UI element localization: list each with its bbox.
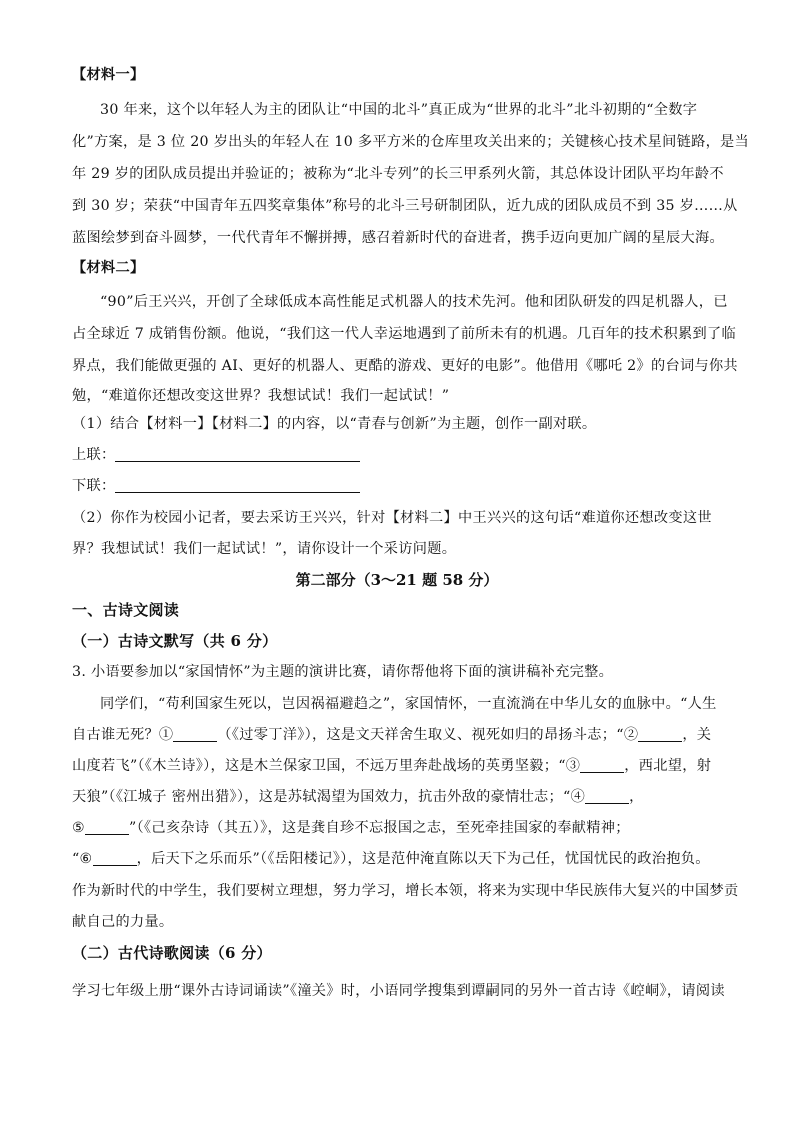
q3-line-4-b: ， [629, 789, 644, 805]
question-1: （1）结合【材料一】【材料二】的内容，以“青春与创新”为主题，创作一副对联。 [72, 416, 597, 432]
upper-couplet-blank[interactable] [115, 445, 360, 462]
q3-line-2-c: ，关 [682, 727, 712, 743]
question-2-line-2: 界？我想试试！我们一起试试！”，请你设计一个采访问题。 [72, 541, 457, 557]
q3-line-3-b: ，西北望，射 [624, 758, 712, 774]
material2-label: 【材料二】 [72, 260, 145, 276]
q3-line-2-a: 自古谁无死？① [72, 727, 174, 743]
upper-couplet-row [72, 444, 722, 464]
q3-line-4 [72, 786, 722, 806]
blank-6[interactable] [93, 849, 137, 866]
material2-line-2: 占全球近 7 成销售份额。他说，“我们这一代人幸运地遇到了前所未有的机遇。几百年的技术积累到了临 [72, 326, 736, 342]
part-2-title: 第二部分（3～21 题 58 分） [295, 571, 499, 589]
question-3-intro: 3. 小语要参加以“家国情怀”为主题的演讲比赛，请你帮他将下面的演讲稿补充完整。 [72, 664, 614, 680]
q3-line-2 [72, 724, 722, 744]
material2-line-3: 界点，我们能做更强的 AI、更好的机器人、更酷的游戏、更好的电影”。他借用《哪吒 2》的台词与你共 [72, 358, 738, 374]
section-ancient-poetry: 一、古诗文阅读 [72, 601, 180, 619]
q3-line-5-a: ⑤ [72, 820, 86, 836]
upper-couplet-label: 上联： [72, 447, 116, 463]
blank-4[interactable] [585, 787, 629, 804]
blank-3[interactable] [580, 756, 624, 773]
blank-5[interactable] [85, 818, 129, 835]
material1-line-3: 年 29 岁的团队成员提出并验证的；被称为“北斗专列”的长三甲系列火箭，其总体设计团队平均年龄不 [72, 166, 724, 182]
q3-line-5 [72, 817, 722, 837]
material1-line-1: 30 年来，这个以年轻人为主的团队让“中国的北斗”真正成为“世界的北斗”北斗初期的“全数字 [100, 102, 698, 118]
material2-line-1: “90”后王兴兴，开创了全球低成本高性能足式机器人的技术先河。他和团队研发的四足机器人，已 [100, 294, 728, 310]
q3-line-3-a: 山度若飞”（《木兰诗》），这是木兰保家卫国，不远万里奔赴战场的英勇坚毅；“③ [72, 758, 581, 774]
blank-2[interactable] [638, 725, 682, 742]
poetry-intro: 学习七年级上册“课外古诗词诵读”《潼关》时，小语同学搜集到谭嗣同的另外一首古诗《崆峒》，请阅读 [72, 983, 725, 999]
material1-label: 【材料一】 [72, 67, 145, 83]
q3-line-6-b: ，后天下之乐而乐”（《岳阳楼记》），这是范仲淹直陈以天下为己任，忧国忧民的政治抱负。 [136, 851, 710, 867]
lower-couplet-row [72, 475, 722, 495]
q3-line-8: 献自己的力量。 [72, 914, 174, 930]
material1-line-4: 到 30 岁；荣获“中国青年五四奖章集体”称号的北斗三号研制团队，近九成的团队成员不到 35 岁……从 [72, 198, 738, 214]
question-2-line-1: （2）你作为校园小记者，要去采访王兴兴，针对【材料二】中王兴兴的这句话“难道你还想改变这世 [72, 510, 712, 526]
q3-line-6-a: “⑥ [72, 851, 93, 867]
lower-couplet-blank[interactable] [115, 476, 360, 493]
q3-line-1: 同学们，“苟利国家生死以，岂因祸福避趋之”，家国情怀，一直流淌在中华儿女的血脉中。“人生 [100, 696, 717, 712]
q3-line-7: 作为新时代的中学生，我们要树立理想，努力学习，增长本领，将来为实现中华民族伟大复兴的中国梦贡 [72, 883, 739, 899]
material1-line-2: 化”方案，是 3 位 20 岁出头的年轻人在 10 多平方米的仓库里攻关出来的；关键核心技术星间链路，是当 [72, 134, 750, 150]
q3-line-3 [72, 755, 722, 775]
subsection-poetry-reading: （二）古代诗歌阅读（6 分） [72, 944, 272, 962]
q3-line-5-b: ”（《己亥杂诗（其五）》，这是龚自珍不忘报国之志，至死牵挂国家的奉献精神； [129, 820, 630, 836]
q3-line-6 [72, 848, 722, 868]
subsection-dictation: （一）古诗文默写（共 6 分） [72, 632, 278, 650]
material1-line-5: 蓝图绘梦到奋斗圆梦，一代代青年不懈拼搏，感召着新时代的奋进者，携手迈向更加广阔的星辰大海。 [72, 230, 724, 246]
blank-1[interactable] [173, 725, 217, 742]
lower-couplet-label: 下联： [72, 478, 116, 494]
material2-line-4: 勉，“难道你还想改变这世界？我想试试！我们一起试试！” [72, 388, 450, 404]
q3-line-2-b: （《过零丁洋》），这是文天祥舍生取义、视死如归的昂扬斗志；“② [217, 727, 639, 743]
q3-line-4-a: 天狼”（《江城子 密州出猎》），这是苏轼渴望为国效力，抗击外敌的豪情壮志；“④ [72, 789, 586, 805]
